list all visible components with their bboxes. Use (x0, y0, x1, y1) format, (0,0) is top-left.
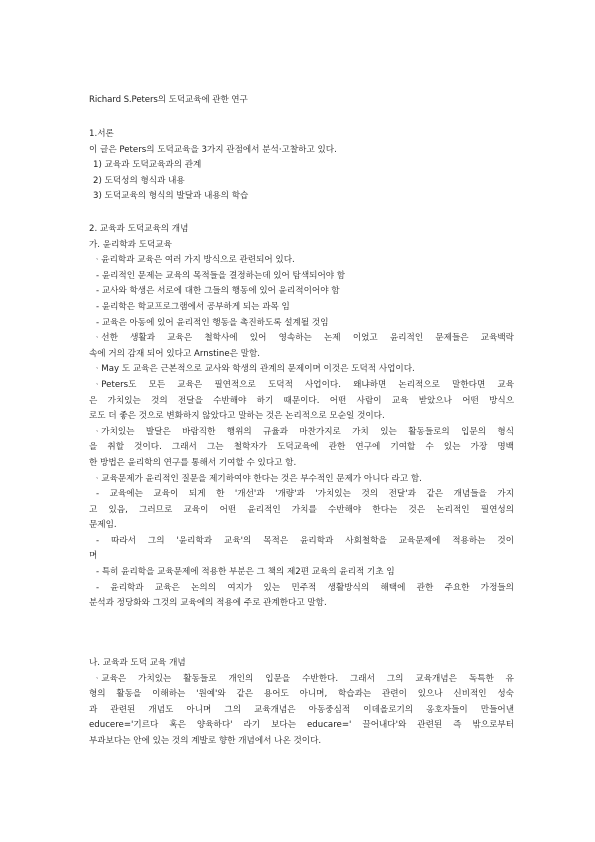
paragraph-line: 문제임. (89, 520, 117, 531)
section-education-concept (89, 656, 514, 750)
paragraph-line: 과 관련된 개념도 아니며 그의 교육개념은 아동중심적 이데올로기의 옹호자들이 만들어낸 (89, 704, 514, 715)
paragraph-line: ᆞMay 도 교육은 근본적으로 교사와 학생의 관계의 문제이며 이것은 도덕적 사업이다. (93, 364, 415, 375)
paragraph-line: 로도 더 좋은 것으로 변화하지 않았다고 말하는 것은 논리적으로 모순일 것이다. (89, 411, 385, 422)
paragraph-line: educere='기르다 혹은 양육하다' 라기 보다는 educare=' 끌어내다'와 관련된 즉 밖으로부터 (89, 720, 514, 731)
paragraph-line: ᆞPeters도 모든 교육은 필연적으로 도덕적 사업이다. 왜냐하면 논리적으로 말한다면 교육 (93, 379, 514, 390)
paragraph-line: 며 (89, 551, 98, 562)
section-intro (89, 127, 514, 205)
subsection-heading: 가. 윤리학과 도덕교육 (89, 239, 172, 250)
document-title: Richard S.Peters의 도덕교육에 관한 연구 (89, 95, 248, 105)
list-item: - 윤리적인 문제는 교육의 목적들을 결정하는데 있어 탐색되어야 함 (96, 270, 346, 281)
list-item: - 특히 윤리학을 교육문제에 적용한 부분은 그 책의 제2편 교육의 윤리적 기초 임 (96, 567, 395, 578)
paragraph-line: 한 방법은 윤리학의 연구를 통해서 기여할 수 있다고 함. (89, 457, 297, 468)
paragraph-line: ᆞ가치있는 발달은 바람직한 행위의 규율과 마찬가지로 가치 있는 활동들로의 입문의 형식 (93, 426, 514, 437)
list-item: - 윤리학과 교육은 논의의 여지가 있는 민주적 생활방식의 해택에 관한 주요한 가정들의 (96, 582, 514, 593)
list-item: 3) 도덕교육의 형식의 발달과 내용의 학습 (93, 191, 249, 202)
paragraph-line: 분석과 정당화와 그것의 교육에의 적용에 주로 관계한다고 말함. (89, 598, 327, 609)
list-item: - 따라서 그의 '윤리학과 교육'의 목적은 윤리학과 사회철학을 교육문제에 적용하는 것이 (96, 535, 514, 546)
paragraph-line: ᆞ교육은 가치있는 활동들로 개인의 입문을 수반한다. 그래서 그의 교육개념은 독특한 유 (93, 673, 514, 684)
paragraph-line: 형의 활동을 이해하는 '원예'와 같은 용어도 아니며, 학습과는 관련이 있으나 신비적인 성숙 (89, 689, 514, 700)
paragraph-line: 속에 거의 감재 되어 있다고 Arnstine은 말함. (89, 348, 261, 359)
paragraph-line: 은 가치있는 것의 전달을 수반해야 하기 때문이다. 어떤 사람이 교육 받았으나 어떤 방식으 (89, 395, 514, 406)
paragraph-line: ᆞ선한 생활과 교육은 철학사에 있어 영속하는 논제 이었고 윤리적인 문제들은 교육백락 (93, 333, 514, 344)
section-heading: 2. 교육과 도덕교육의 개념 (89, 224, 189, 234)
list-item: 2) 도덕성의 형식과 내용 (93, 175, 185, 186)
paragraph-line: ᆞ윤리학과 교육은 여러 가지 방식으로 관련되어 있다. (93, 255, 295, 266)
paragraph-line: ᆞ교육문제가 윤리적인 질문을 제기하여야 한다는 것은 부수적인 문제가 아니다 라고 함. (93, 473, 422, 484)
list-item: - 교사와 학생은 서로에 대한 그들의 행동에 있어 윤리적이어야 함 (96, 286, 340, 297)
section-heading: 1.서론 (89, 129, 114, 139)
list-item: - 윤리학은 학교프로그램에서 공부하게 되는 과목 임 (96, 301, 290, 312)
paragraph-line: 이 글은 Peters의 도덕교육을 3가지 관점에서 분석·고찰하고 있다. (89, 144, 337, 155)
paragraph-line: 을 취할 것이다. 그래서 그는 철학자가 도덕교육에 관한 연구에 기여할 수 있는 가장 명백 (89, 442, 514, 453)
list-item: - 교육에는 교육이 되게 한 '개선'과 '개량'과 '가치있는 것의 전달'과 같은 개념들을 가지 (96, 489, 514, 500)
list-item: - 교육은 아동에 있어 윤리적인 행동을 촉진하도록 설계될 것임 (96, 317, 329, 328)
subsection-heading: 나. 교육과 도덕 교육 개념 (89, 658, 186, 668)
paragraph-line: 부과보다는 안에 있는 것의 계발로 향한 개념에서 나온 것이다. (89, 735, 322, 746)
section-concepts (89, 222, 514, 612)
list-item: 1) 교육과 도덕교육과의 관계 (93, 160, 202, 171)
paragraph-line: 고 있음, 그러므로 교육이 어떤 윤리적인 가치를 수반해야 한다는 것은 논리적인 필연성의 (89, 504, 514, 515)
